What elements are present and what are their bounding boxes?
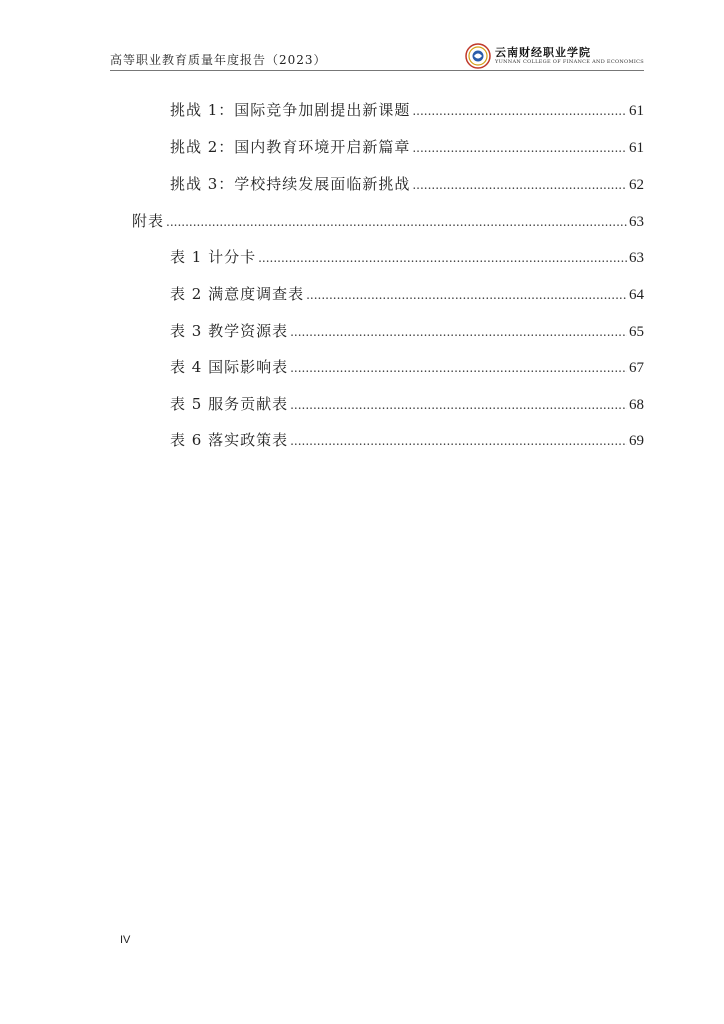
toc-entry-label: 表 6 落实政策表 xyxy=(170,431,289,449)
toc-entry-page: 62 xyxy=(629,177,644,193)
toc-entry-label: 表 1 计分卡 xyxy=(170,248,257,266)
toc-entry-label: 表 4 国际影响表 xyxy=(170,358,289,376)
toc-entry[interactable] xyxy=(170,356,644,378)
toc-entry-label: 表 5 服务贡献表 xyxy=(170,395,289,413)
dot-leader xyxy=(306,288,627,302)
page-header xyxy=(110,42,644,72)
toc-entry-label: 挑战 3：学校持续发展面临新挑战 xyxy=(170,175,411,193)
toc-entry-page: 64 xyxy=(629,287,644,303)
toc-entry-page: 63 xyxy=(629,250,644,266)
dot-leader xyxy=(290,325,627,339)
dot-leader xyxy=(412,178,627,192)
toc-entry[interactable] xyxy=(170,283,644,305)
dot-leader xyxy=(290,398,627,412)
toc-entry[interactable] xyxy=(170,136,644,158)
dot-leader xyxy=(412,141,627,155)
toc-entry-page: 61 xyxy=(629,103,644,119)
toc-entry[interactable] xyxy=(170,173,644,195)
toc-entry-label: 附表 xyxy=(132,212,165,230)
page-number: IV xyxy=(120,934,131,946)
toc-entry-label: 表 2 满意度调查表 xyxy=(170,285,305,303)
college-name-en: YUNNAN COLLEGE OF FINANCE AND ECONOMICS xyxy=(495,59,644,65)
toc-entry-label: 挑战 1：国际竞争加剧提出新课题 xyxy=(170,101,411,119)
toc-entry[interactable] xyxy=(170,393,644,415)
toc-entry-page: 61 xyxy=(629,140,644,156)
toc-entry[interactable] xyxy=(170,246,644,268)
dot-leader xyxy=(258,251,627,265)
toc-entry-page: 69 xyxy=(629,433,644,449)
dot-leader xyxy=(166,215,627,229)
college-name-cn: 云南财经职业学院 xyxy=(495,46,591,59)
toc-entry-page: 67 xyxy=(629,360,644,376)
toc-entry-page: 63 xyxy=(629,214,644,230)
toc-entry-page: 68 xyxy=(629,397,644,413)
dot-leader xyxy=(412,104,627,118)
report-title: 高等职业教育质量年度报告（2023） xyxy=(110,53,327,67)
toc-entry[interactable] xyxy=(132,210,644,232)
college-logo xyxy=(465,42,644,70)
toc-entry[interactable] xyxy=(170,320,644,342)
toc-entry[interactable] xyxy=(170,429,644,451)
toc-entry-page: 65 xyxy=(629,324,644,340)
dot-leader xyxy=(290,361,627,375)
toc-entry-label: 挑战 2：国内教育环境开启新篇章 xyxy=(170,138,411,156)
header-divider xyxy=(110,70,644,71)
toc-entry[interactable] xyxy=(170,99,644,121)
dot-leader xyxy=(290,434,627,448)
toc-entry-label: 表 3 教学资源表 xyxy=(170,322,289,340)
college-emblem-icon xyxy=(465,43,491,69)
